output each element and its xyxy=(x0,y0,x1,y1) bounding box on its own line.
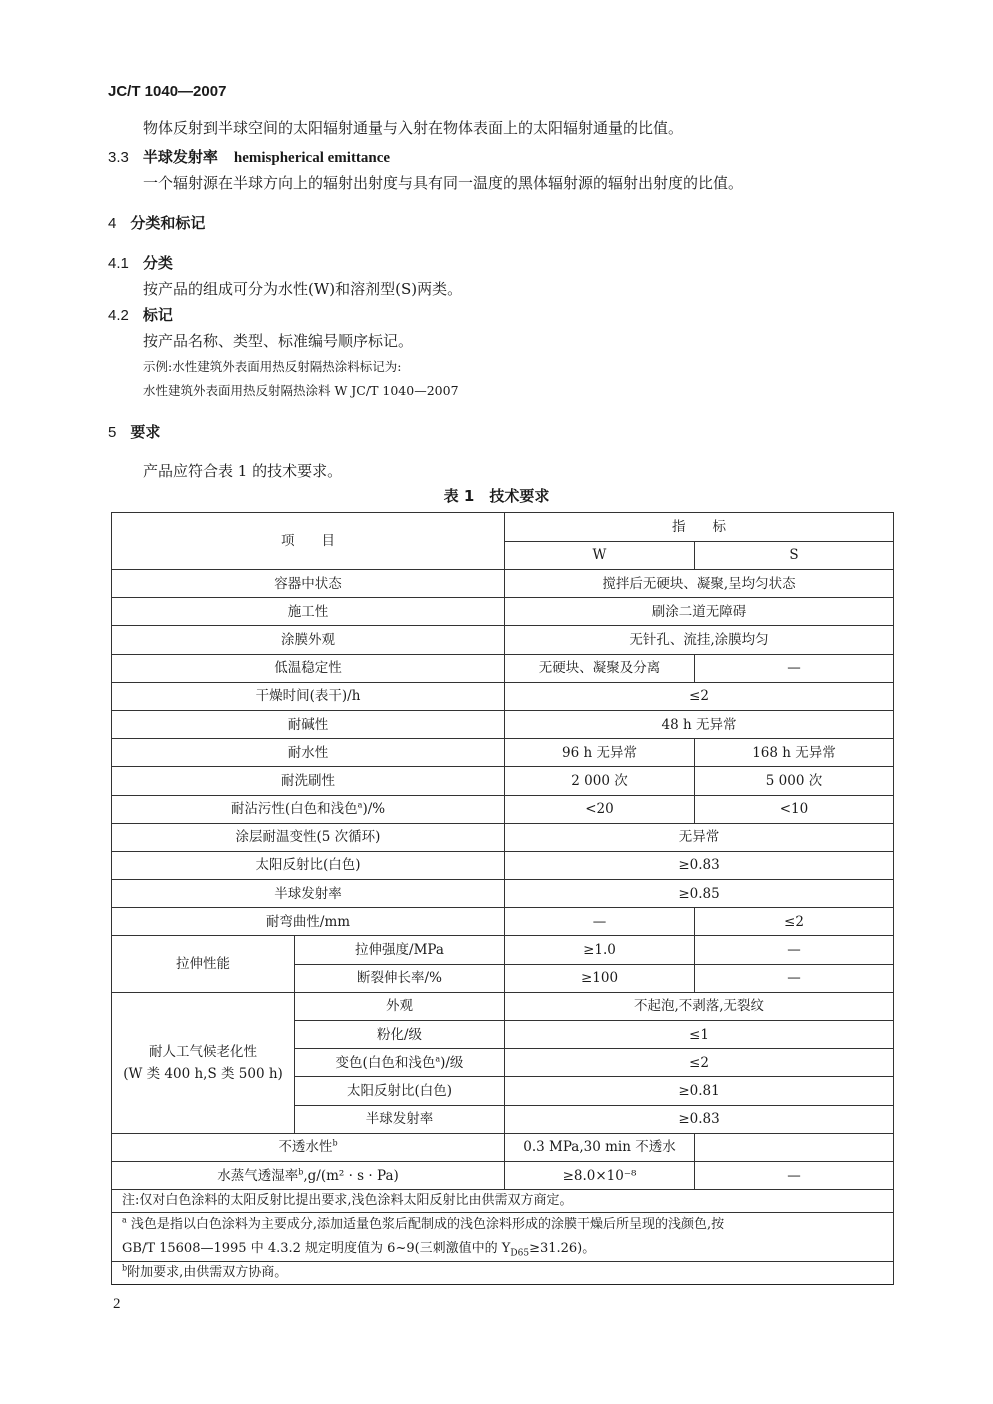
standard-code-header: JC/T 1040—2007 xyxy=(108,83,227,100)
table-row xyxy=(112,654,894,682)
row-item: 涂膜外观 xyxy=(112,626,505,654)
page-number: 2 xyxy=(113,1296,121,1312)
row-item: 耐水性 xyxy=(112,739,505,767)
row-value-w: 无硬块、凝聚及分离 xyxy=(505,654,695,682)
table-row xyxy=(112,908,894,936)
row-value-s: 168 h 无异常 xyxy=(695,739,894,767)
table-row xyxy=(112,739,894,767)
row-value: 无针孔、流挂,涂膜均匀 xyxy=(505,626,894,654)
table-row xyxy=(112,626,894,654)
footnote-marker: a xyxy=(435,1054,441,1064)
item-text: 水蒸气透湿率 xyxy=(217,1167,299,1184)
table-title: 表 1 技术要求 xyxy=(443,487,550,505)
item-text-tail: )/% xyxy=(362,801,386,818)
section-4-1-body: 按产品的组成可分为水性(W)和溶剂型(S)两类。 xyxy=(143,280,463,298)
table-footnote-b xyxy=(112,1262,894,1285)
row-item: 耐弯曲性/mm xyxy=(112,908,505,936)
row-value: 无异常 xyxy=(505,823,894,851)
header-w: W xyxy=(505,541,695,570)
table-footnote-a xyxy=(112,1213,894,1262)
row-value: ≥0.83 xyxy=(505,1105,894,1133)
row-value: ≤2 xyxy=(505,682,894,710)
section-4-1-heading xyxy=(108,252,173,273)
row-item: 断裂伸长率/% xyxy=(295,964,505,992)
table-row xyxy=(112,992,894,1020)
group-subtitle: (W 类 400 h,S 类 500 h) xyxy=(123,1065,283,1082)
footnote-marker: a xyxy=(357,800,363,810)
table-note-row xyxy=(112,1213,894,1262)
marking-example-label: 示例:水性建筑外表面用热反射隔热涂料标记为: xyxy=(143,359,402,374)
footnote-text: 附加要求,由供需双方协商。 xyxy=(127,1265,288,1281)
row-value: ≤1 xyxy=(505,1021,894,1049)
marking-example: 水性建筑外表面用热反射隔热涂料 W JC/T 1040—2007 xyxy=(143,383,459,398)
table-note-row xyxy=(112,1190,894,1213)
section-number: 4.2 xyxy=(108,307,129,324)
row-item: 拉伸强度/MPa xyxy=(295,936,505,964)
row-value: 刷涂二道无障碍 xyxy=(505,598,894,626)
table-row xyxy=(112,851,894,879)
row-value: 48 h 无异常 xyxy=(505,710,894,738)
row-item: 太阳反射比(白色) xyxy=(295,1077,505,1105)
footnote-marker: b xyxy=(298,1167,304,1177)
row-item xyxy=(112,1161,505,1189)
table-row xyxy=(112,823,894,851)
row-item: 干燥时间(表干)/h xyxy=(112,682,505,710)
section-title: 半球发射率 xyxy=(142,148,218,166)
group-title: 耐人工气候老化性 xyxy=(149,1043,257,1060)
item-text: 不透水性 xyxy=(278,1139,333,1156)
row-value-s: — xyxy=(695,1161,894,1189)
table-row xyxy=(112,795,894,823)
table-row xyxy=(112,1161,894,1189)
section-number: 5 xyxy=(108,424,117,441)
table-row xyxy=(112,880,894,908)
item-text: 变色(白色和浅色 xyxy=(335,1054,436,1071)
definition-3-3-body: 一个辐射源在半球方向上的辐射出射度与具有同一温度的黑体辐射源的辐射出射度的比值。 xyxy=(143,174,744,192)
section-5-body: 产品应符合表 1 的技术要求。 xyxy=(143,462,343,480)
row-value-s: ≤2 xyxy=(695,908,894,936)
row-value: ≤2 xyxy=(505,1049,894,1077)
section-number: 3.3 xyxy=(108,149,129,166)
section-5-heading xyxy=(108,421,160,442)
row-item: 半球发射率 xyxy=(112,880,505,908)
footnote-marker: b xyxy=(332,1138,338,1148)
row-item: 施工性 xyxy=(112,598,505,626)
definition-3-2-tail: 物体反射到半球空间的太阳辐射通量与入射在物体表面上的太阳辐射通量的比值。 xyxy=(143,119,684,137)
technical-requirements-table xyxy=(111,512,894,1285)
row-value-s: <10 xyxy=(695,795,894,823)
row-item: 低温稳定性 xyxy=(112,654,505,682)
header-item: 项 目 xyxy=(112,513,505,570)
row-value: 搅拌后无硬块、凝聚,呈均匀状态 xyxy=(505,570,894,598)
row-item: 外观 xyxy=(295,992,505,1020)
table-row xyxy=(112,570,894,598)
row-value-s: — xyxy=(695,654,894,682)
row-item xyxy=(112,795,505,823)
row-value: ≥0.83 xyxy=(505,851,894,879)
row-value-w: 2 000 次 xyxy=(505,767,695,795)
item-text: 耐沾污性(白色和浅色 xyxy=(230,801,358,818)
table-row xyxy=(112,682,894,710)
section-number: 4.1 xyxy=(108,255,129,272)
row-value-w: — xyxy=(505,908,695,936)
section-title-en: hemispherical emittance xyxy=(233,150,391,166)
row-value-w: 96 h 无异常 xyxy=(505,739,695,767)
row-value-w: ≥8.0×10⁻⁸ xyxy=(505,1161,695,1189)
row-value-w: ≥100 xyxy=(505,964,695,992)
group-tensile: 拉伸性能 xyxy=(112,936,295,992)
row-value-s: 5 000 次 xyxy=(695,767,894,795)
row-item: 容器中状态 xyxy=(112,570,505,598)
table-header-row xyxy=(112,513,894,542)
section-3-3-heading xyxy=(108,146,390,167)
footnote-text: ≥31.26)。 xyxy=(529,1241,596,1257)
table-note-row xyxy=(112,1262,894,1285)
row-item xyxy=(112,1133,505,1161)
header-s: S xyxy=(695,541,894,570)
row-item xyxy=(295,1049,505,1077)
row-item: 涂层耐温变性(5 次循环) xyxy=(112,823,505,851)
row-value-w: ≥1.0 xyxy=(505,936,695,964)
row-item: 耐碱性 xyxy=(112,710,505,738)
table-row xyxy=(112,710,894,738)
section-title: 分类 xyxy=(142,254,173,272)
group-weathering xyxy=(112,992,295,1133)
section-4-2-body: 按产品名称、类型、标准编号顺序标记。 xyxy=(143,332,414,350)
row-item: 耐洗刷性 xyxy=(112,767,505,795)
footnote-marker: b xyxy=(122,1263,128,1273)
footnote-text: GB/T 15608—1995 中 4.3.2 规定明度值为 6~9(三刺激值中的 Y xyxy=(122,1241,511,1257)
table-row xyxy=(112,598,894,626)
item-text-tail: ,g/(m² · s · Pa) xyxy=(303,1167,399,1184)
row-value-w: 0.3 MPa,30 min 不透水 xyxy=(505,1133,695,1161)
table-row xyxy=(112,936,894,964)
row-value: ≥0.81 xyxy=(505,1077,894,1105)
row-value-s: — xyxy=(695,964,894,992)
row-value-s xyxy=(695,1133,894,1161)
table-row xyxy=(112,1133,894,1161)
row-value: 不起泡,不剥落,无裂纹 xyxy=(505,992,894,1020)
row-value-s: — xyxy=(695,936,894,964)
section-number: 4 xyxy=(108,215,117,232)
row-item: 半球发射率 xyxy=(295,1105,505,1133)
row-value-w: <20 xyxy=(505,795,695,823)
row-item: 粉化/级 xyxy=(295,1021,505,1049)
header-index: 指 标 xyxy=(505,513,894,542)
table-row xyxy=(112,767,894,795)
footnote-marker: a xyxy=(122,1215,127,1225)
table-note: 注:仅对白色涂料的太阳反射比提出要求,浅色涂料太阳反射比由供需双方商定。 xyxy=(112,1190,894,1213)
item-text-tail: )/级 xyxy=(440,1054,464,1071)
section-title: 分类和标记 xyxy=(130,214,206,232)
row-value: ≥0.85 xyxy=(505,880,894,908)
section-title: 要求 xyxy=(130,423,161,441)
subscript-text: D65 xyxy=(510,1248,530,1259)
footnote-text: 浅色是指以白色涂料为主要成分,添加适量色浆后配制成的浅色涂料形成的涂膜干燥后所呈现的浅颜色,按 xyxy=(126,1217,725,1233)
section-title: 标记 xyxy=(142,306,173,324)
row-item: 太阳反射比(白色) xyxy=(112,851,505,879)
section-4-2-heading xyxy=(108,304,173,325)
section-4-heading xyxy=(108,212,205,233)
